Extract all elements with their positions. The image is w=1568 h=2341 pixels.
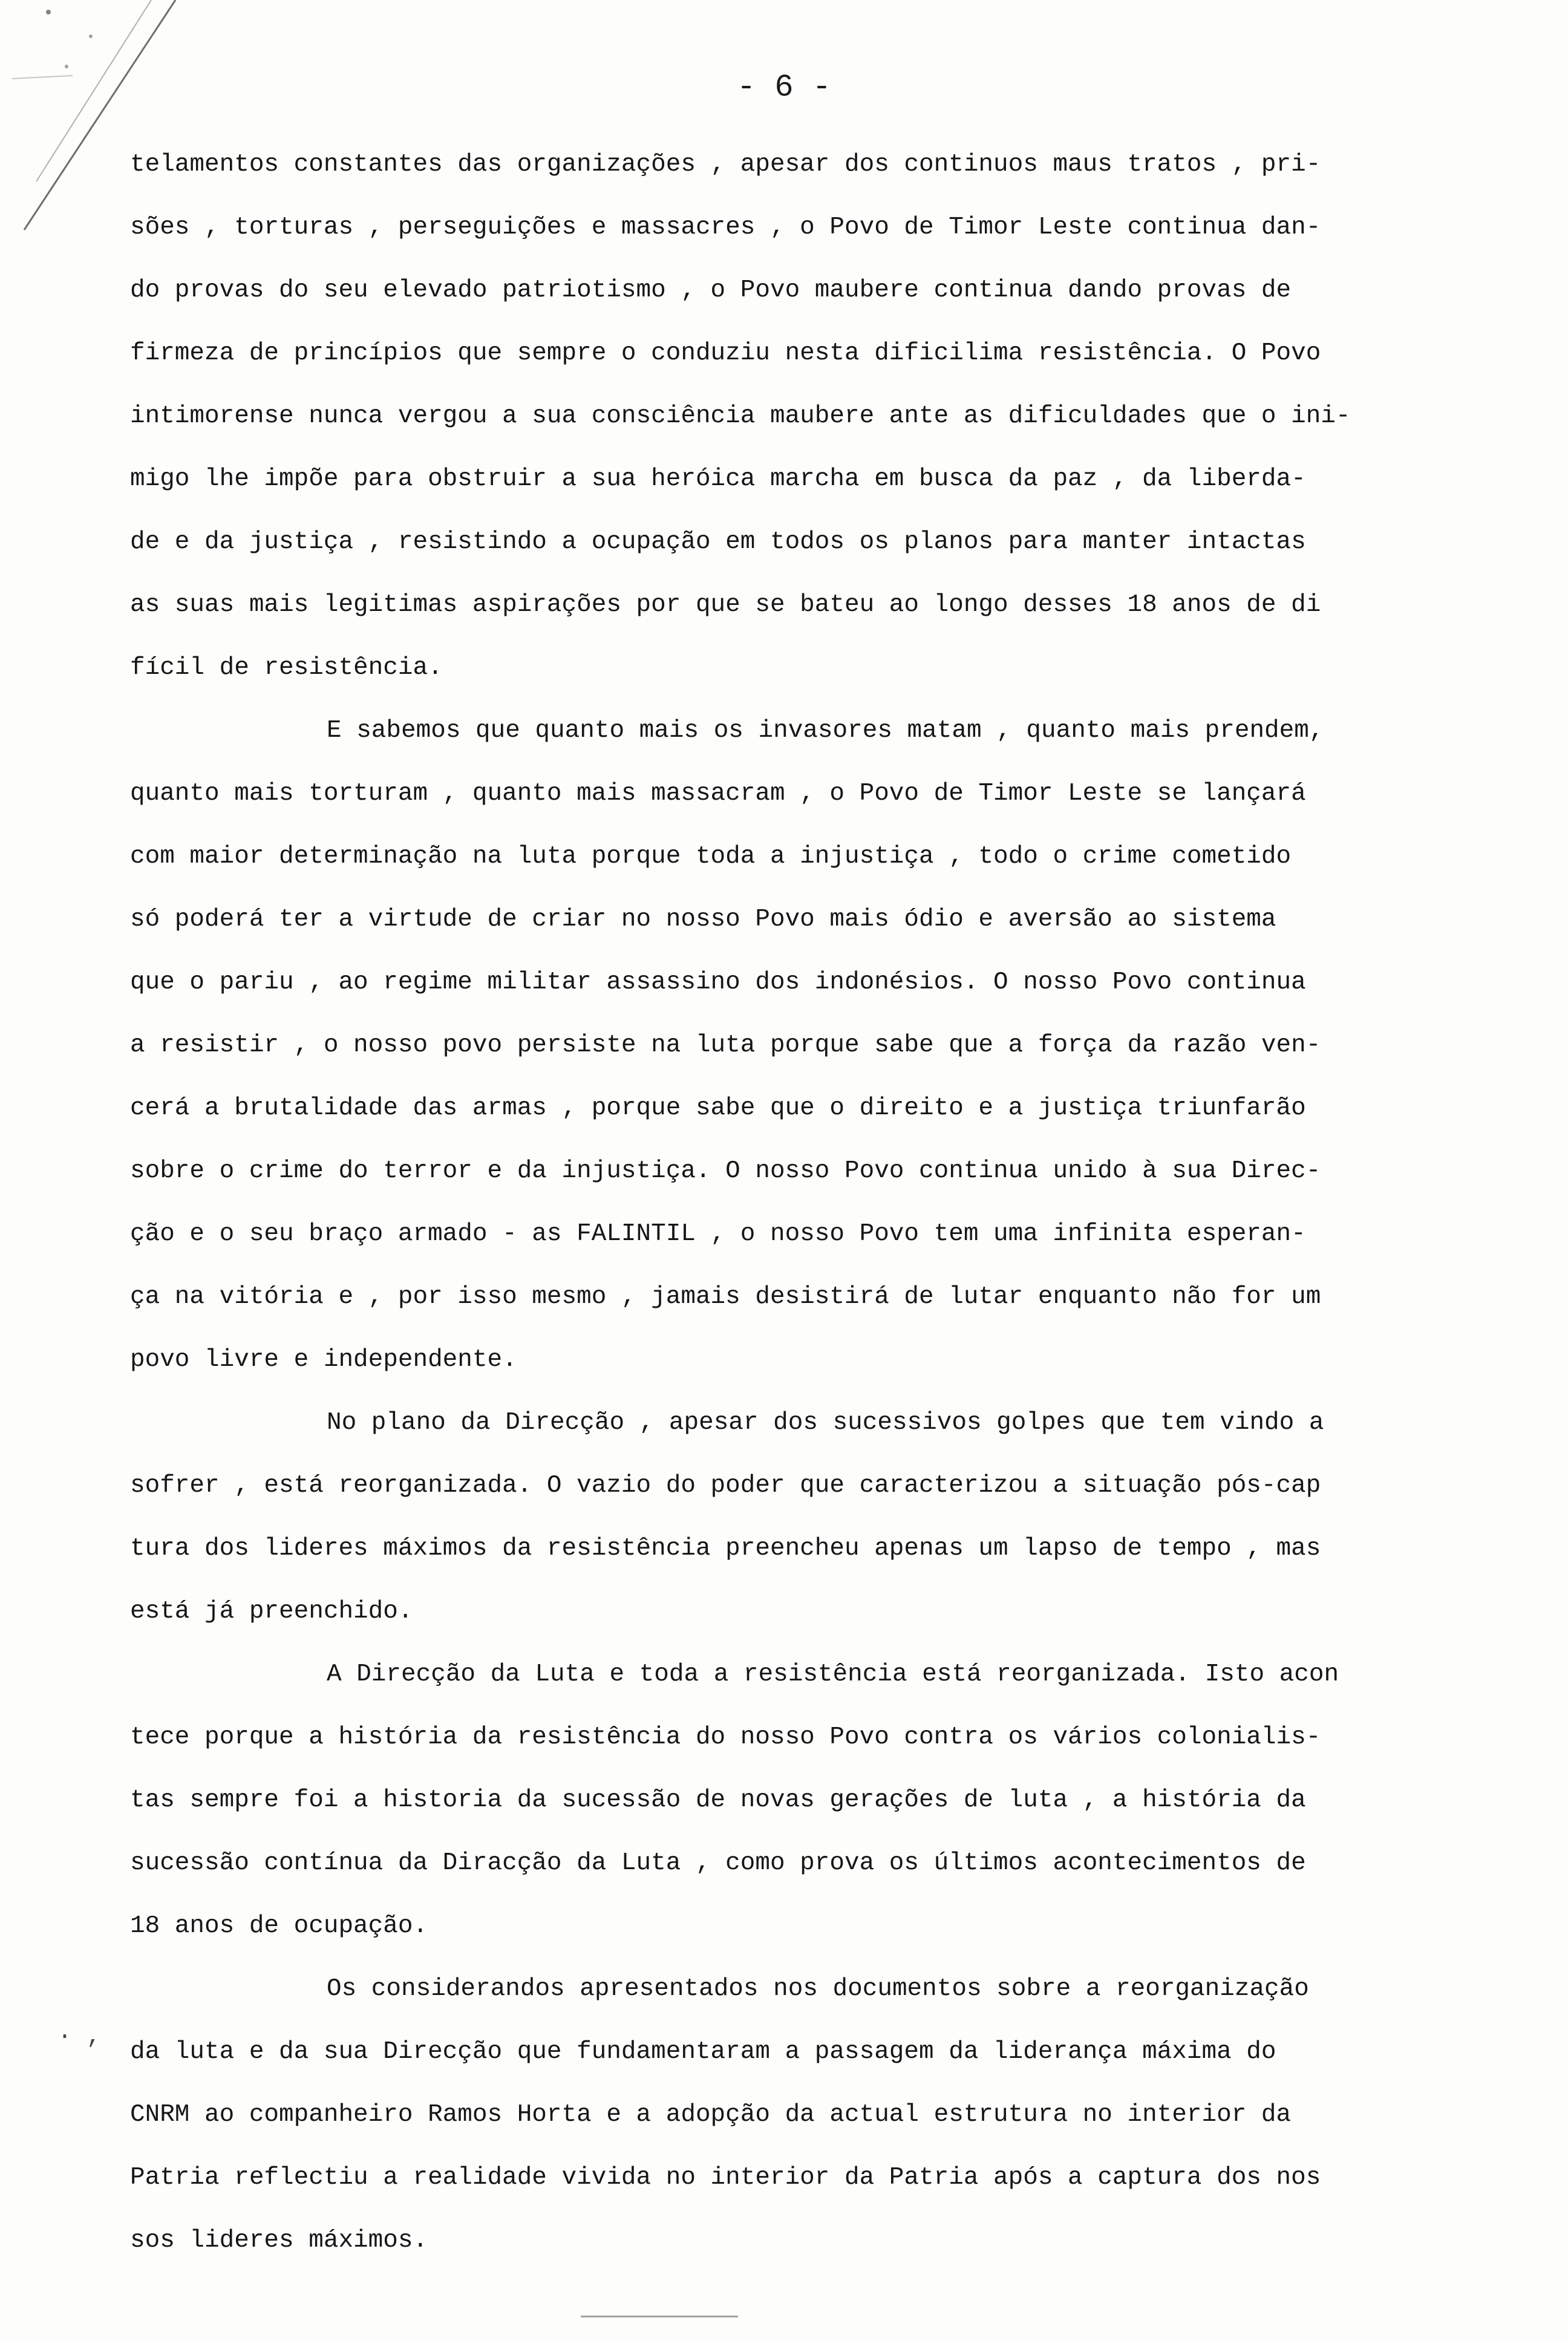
- text-line: povo livre e independente.: [130, 1346, 517, 1374]
- text-line: cerá a brutalidade das armas , porque sabe que o direito e a justiça triunfarão: [130, 1094, 1306, 1122]
- text-line: só poderá ter a virtude de criar no nosso Povo mais ódio e aversão ao sistema: [130, 906, 1276, 933]
- text-line: que o pariu , ao regime militar assassino dos indonésios. O nosso Povo continua: [130, 968, 1306, 996]
- document-body: [130, 133, 1406, 2272]
- text-line: ção e o seu braço armado - as FALINTIL , o nosso Povo tem uma infinita esperan-: [130, 1220, 1306, 1248]
- text-line: tura dos lideres máximos da resistência preencheu apenas um lapso de tempo , mas: [130, 1535, 1321, 1562]
- paragraph-1: [130, 133, 1406, 699]
- text-line: intimorense nunca vergou a sua consciência maubere ante as dificuldades que o ini-: [130, 402, 1351, 430]
- text-line: tece porque a história da resistência do nosso Povo contra os vários colonialis-: [130, 1723, 1321, 1751]
- text-line: CNRM ao companheiro Ramos Horta e a adopção da actual estrutura no interior da: [130, 2101, 1292, 2129]
- text-line: está já preenchido.: [130, 1598, 413, 1625]
- text-line: Patria reflectiu a realidade vivida no interior da Patria após a captura dos nos: [130, 2164, 1321, 2192]
- text-line: telamentos constantes das organizações , apesar dos continuos maus tratos , pri-: [130, 151, 1321, 178]
- text-line: firmeza de princípios que sempre o conduziu nesta dificilima resistência. O Povo: [130, 339, 1321, 367]
- text-line: quanto mais torturam , quanto mais massacram , o Povo de Timor Leste se lançará: [130, 780, 1306, 808]
- paragraph-3: [130, 1391, 1406, 1643]
- paragraph-4: [130, 1643, 1406, 1957]
- paragraph-2: [130, 699, 1406, 1391]
- text-line: da luta e da sua Direcção que fundamentaram a passagem da liderança máxima do: [130, 2038, 1276, 2066]
- text-line: de e da justiça , resistindo a ocupação em todos os planos para manter intactas: [130, 528, 1306, 556]
- text-line: sucessão contínua da Diracção da Luta , como prova os últimos acontecimentos de: [130, 1849, 1306, 1877]
- paragraph-5: [130, 1957, 1406, 2272]
- text-line: tas sempre foi a historia da sucessão de novas gerações de luta , a história da: [130, 1786, 1306, 1814]
- text-line: Os considerandos apresentados nos documentos sobre a reorganização: [327, 1975, 1309, 2003]
- text-line: sos lideres máximos.: [130, 2227, 428, 2254]
- text-line: A Direcção da Luta e toda a resistência está reorganizada. Isto acon: [327, 1660, 1339, 1688]
- text-line: ça na vitória e , por isso mesmo , jamais desistirá de lutar enquanto não for um: [130, 1283, 1321, 1311]
- text-line: sões , torturas , perseguições e massacres , o Povo de Timor Leste continua dan-: [130, 214, 1321, 241]
- text-line: com maior determinação na luta porque toda a injustiça , todo o crime cometido: [130, 843, 1292, 870]
- text-line: migo lhe impõe para obstruir a sua heróica marcha em busca da paz , da liberda-: [130, 465, 1306, 493]
- text-line: E sabemos que quanto mais os invasores matam , quanto mais prendem,: [327, 717, 1324, 745]
- margin-mark: · ,: [57, 2023, 102, 2051]
- text-line: No plano da Direcção , apesar dos sucessivos golpes que tem vindo a: [327, 1409, 1324, 1437]
- text-line: sofrer , está reorganizada. O vazio do poder que caracterizou a situação pós-cap: [130, 1472, 1321, 1500]
- text-line: a resistir , o nosso povo persiste na luta porque sabe que a força da razão ven-: [130, 1031, 1321, 1059]
- text-line: fícil de resistência.: [130, 654, 443, 682]
- footer-smudge: [581, 2316, 738, 2317]
- page-number: - 6 -: [736, 70, 832, 105]
- text-line: do provas do seu elevado patriotismo , o Povo maubere continua dando provas de: [130, 276, 1292, 304]
- text-line: 18 anos de ocupação.: [130, 1912, 428, 1940]
- text-line: as suas mais legitimas aspirações por que se bateu ao longo desses 18 anos de di: [130, 591, 1321, 619]
- text-line: sobre o crime do terror e da injustiça. O nosso Povo continua unido à sua Direc-: [130, 1157, 1321, 1185]
